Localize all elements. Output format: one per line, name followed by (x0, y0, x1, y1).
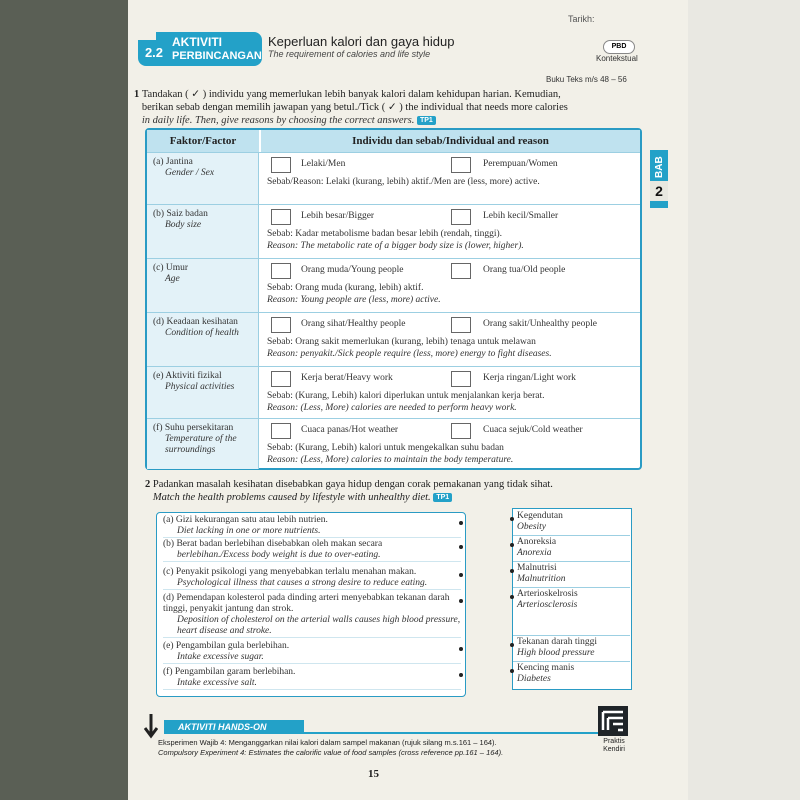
checkbox[interactable] (451, 157, 471, 173)
problem-en: Diet lacking in one or more nutrients. (177, 526, 321, 536)
option-1: Cuaca panas/Hot weather (301, 425, 399, 435)
factor-en: Age (165, 274, 180, 284)
factor-cell (147, 367, 259, 419)
problem-ms: (b) Berat badan berlebihan disebabkan oleh makan secara (163, 539, 383, 549)
disease-ms: Tekanan darah tinggi (517, 637, 598, 647)
reason-cell (261, 419, 640, 469)
factor-en: Condition of health (165, 328, 239, 338)
question-1: 1 Tandakan ( ✓ ) individu yang memerlukan lebih banyak kalori dalam kehidupan harian. Kemudian, berikan sebab dengan memilih jawapan yang betul./Tick ( ✓ ) the individual that needs more calories in daily life. Then, give reasons by choosing the correct answers. TP1 (134, 89, 568, 126)
reason-cell (261, 313, 640, 367)
option-2: Cuaca sejuk/Cold weather (483, 425, 583, 435)
problem-item (163, 539, 461, 562)
calorie-factor-table (145, 128, 642, 470)
disease-item (517, 563, 566, 585)
activity-title: Keperluan kalori dan gaya hidup (268, 34, 455, 49)
experiment-ms: Eksperimen Wajib 4: Menganggarkan nilai kalori dalam sampel makanan (rujuk silang m.s.161 – 164). (158, 738, 497, 747)
praktis-kendiri (594, 706, 632, 756)
factor-cell (147, 205, 259, 259)
disease-item (517, 511, 563, 533)
reason-line-2: Reason: (Less, More) calories to maintain the body temperature. (267, 455, 514, 465)
reason-cell (261, 153, 640, 205)
disease-en: High blood pressure (517, 648, 595, 658)
factor-cell (147, 153, 259, 205)
reason-line-1: Sebab: Orang sakit memerlukan (kurang, lebih) tenaga untuk melawan (267, 337, 536, 347)
table-row (147, 258, 640, 313)
factor-cell (147, 259, 259, 313)
problem-item (163, 667, 461, 690)
table-row (147, 312, 640, 367)
reason-line-2: Reason: penyakit./Sick people require (less, more) energy to fight diseases. (267, 349, 552, 359)
table-row (147, 366, 640, 419)
checkbox[interactable] (271, 157, 291, 173)
problem-item (163, 641, 461, 664)
chapter-tab: BAB 2 (650, 150, 668, 208)
table-row (147, 418, 640, 469)
option-2: Perempuan/Women (483, 159, 558, 169)
match-dot[interactable] (510, 669, 514, 673)
problem-en: berlebihan./Excess body weight is due to over-eating. (177, 550, 381, 560)
checkbox[interactable] (451, 263, 471, 279)
problem-en: Psychological illness that causes a strong desire to reduce eating. (177, 578, 428, 588)
option-2: Orang tua/Old people (483, 265, 566, 275)
match-dot[interactable] (510, 569, 514, 573)
factor-header: Faktor/Factor (147, 130, 259, 152)
workbook-page (128, 0, 688, 800)
checkbox[interactable] (271, 317, 291, 333)
reason-line-2: Reason: (Less, More) calories are needed to perform heavy work. (267, 403, 517, 413)
disease-item (517, 589, 578, 611)
reason-line-2: Reason: Young people are (less, more) active. (267, 295, 441, 305)
disease-en: Diabetes (517, 674, 551, 684)
checkbox[interactable] (451, 209, 471, 225)
disease-list (512, 508, 632, 690)
table-row (147, 152, 640, 205)
match-dot[interactable] (459, 647, 463, 651)
hands-on-title: AKTIVITI HANDS-ON (164, 720, 304, 734)
match-dot[interactable] (459, 545, 463, 549)
checkbox[interactable] (271, 371, 291, 387)
disease-item (517, 537, 556, 559)
table-row (147, 204, 640, 259)
disease-en: Arteriosclerosis (517, 600, 578, 610)
disease-item (517, 663, 574, 685)
hands-on-section (144, 710, 594, 758)
option-1: Lelaki/Men (301, 159, 346, 169)
factor-cell (147, 419, 259, 469)
reason-line-1: Sebab: (Kurang, Lebih) kalori diperlukan untuk menjalankan kerja berat. (267, 391, 545, 401)
activity-subtitle: The requirement of calories and life style (268, 49, 431, 59)
match-dot[interactable] (510, 595, 514, 599)
problem-item (163, 593, 461, 638)
option-1: Kerja berat/Heavy work (301, 373, 393, 383)
option-1: Orang muda/Young people (301, 265, 404, 275)
checkbox[interactable] (451, 423, 471, 439)
reason-cell (261, 367, 640, 419)
problem-item (163, 515, 461, 538)
problem-item (163, 567, 461, 590)
problem-en: Intake excessive salt. (177, 678, 257, 688)
factor-en: Physical activities (165, 382, 235, 392)
problem-ms: (c) Penyakit psikologi yang menyebabkan terlalu menahan makan. (163, 567, 417, 577)
disease-en: Obesity (517, 522, 547, 532)
checkbox[interactable] (271, 423, 291, 439)
praktis-label: Praktis (603, 738, 625, 745)
checkbox[interactable] (271, 209, 291, 225)
tp-badge: TP1 (417, 116, 436, 125)
disease-ms: Kegendutan (517, 511, 563, 521)
disease-ms: Arterioskelrosis (517, 589, 578, 599)
match-dot[interactable] (459, 573, 463, 577)
match-dot[interactable] (459, 673, 463, 677)
factor-ms: (f) Suhu persekitaran (153, 423, 234, 433)
activity-number: 2.2 (138, 40, 170, 66)
option-2: Lebih kecil/Smaller (483, 211, 559, 221)
disease-ms: Malnutrisi (517, 563, 557, 573)
factor-ms: (a) Jantina (153, 157, 193, 167)
factor-cell (147, 313, 259, 367)
page-number: 15 (368, 768, 379, 780)
factor-en: Body size (165, 220, 202, 230)
textbook-reference: Buku Teks m/s 48 – 56 (546, 75, 627, 84)
date-label: Tarikh: (568, 14, 595, 24)
factor-ms: (e) Aktiviti fizikal (153, 371, 222, 381)
activity-badge: AKTIVITI PERBINCANGAN (156, 32, 262, 66)
question-2: 2 Padankan masalah kesihatan disebabkan gaya hidup dengan corak pemakanan yang tidak sihat. Match the health problems caused by lifestyle with unhealthy diet. TP1 (145, 479, 553, 503)
disease-en: Malnutrition (517, 574, 566, 584)
health-problem-list (156, 512, 466, 697)
problem-en: Deposition of cholesterol on the arterial walls causes high blood pressure, heart disease and stroke. (177, 615, 461, 636)
kontekstual-label: Kontekstual (596, 54, 638, 63)
disease-ms: Kencing manis (517, 663, 575, 673)
reason-line-1: Sebab: Kadar metabolisme badan besar lebih (rendah, tinggi). (267, 229, 503, 239)
disease-ms: Anoreksia (517, 537, 557, 547)
reason-line-1: Sebab: Orang muda (kurang, lebih) aktif. (267, 283, 424, 293)
checkbox[interactable] (451, 317, 471, 333)
factor-ms: (b) Saiz badan (153, 209, 208, 219)
problem-ms: (a) Gizi kekurangan satu atau lebih nutrien. (163, 515, 328, 525)
maze-icon (598, 706, 628, 736)
option-1: Lebih besar/Bigger (301, 211, 375, 221)
checkbox[interactable] (271, 263, 291, 279)
reason-line-2: Reason: The metabolic rate of a bigger body size is (lower, higher). (267, 241, 524, 251)
problem-ms: (e) Pengambilan gula berlebihan. (163, 641, 290, 651)
pbd-badge: PBD (603, 40, 635, 54)
disease-item (517, 637, 597, 659)
match-dot[interactable] (510, 517, 514, 521)
problem-en: Intake excessive sugar. (177, 652, 264, 662)
factor-ms: (d) Keadaan kesihatan (153, 317, 238, 327)
kendiri-label: Kendiri (603, 746, 625, 753)
experiment-en: Compulsory Experiment 4: Estimates the calorific value of food samples (cross reference pp.161 – 164). (158, 748, 504, 757)
match-dot[interactable] (459, 521, 463, 525)
tp-badge: TP1 (433, 493, 452, 502)
checkbox[interactable] (451, 371, 471, 387)
disease-en: Anorexia (517, 548, 552, 558)
option-2: Kerja ringan/Light work (483, 373, 576, 383)
problem-ms: (f) Pengambilan garam berlebihan. (163, 667, 296, 677)
option-2: Orang sakit/Unhealthy people (483, 319, 597, 329)
match-dot[interactable] (459, 599, 463, 603)
reason-cell (261, 205, 640, 259)
reason-header: Individu dan sebab/Individual and reason (261, 130, 640, 152)
arrow-down-icon (144, 714, 158, 742)
factor-en: Gender / Sex (165, 168, 215, 178)
reason-line-1: Sebab/Reason: Lelaki (kurang, lebih) aktif./Men are (less, more) active. (267, 177, 540, 187)
problem-ms: (d) Pemendapan kolesterol pada dinding arteri menyebabkan tekanan darah tinggi, penyakit jantung dan strok. (163, 593, 450, 614)
match-dot[interactable] (510, 643, 514, 647)
factor-ms: (c) Umur (153, 263, 189, 273)
activity-header (138, 32, 650, 68)
option-1: Orang sihat/Healthy people (301, 319, 406, 329)
reason-cell (261, 259, 640, 313)
match-dot[interactable] (510, 543, 514, 547)
factor-en: Temperature of the surroundings (165, 434, 237, 455)
reason-line-1: Sebab: (Kurang, Lebih) kalori untuk mengekalkan suhu badan (267, 443, 504, 453)
